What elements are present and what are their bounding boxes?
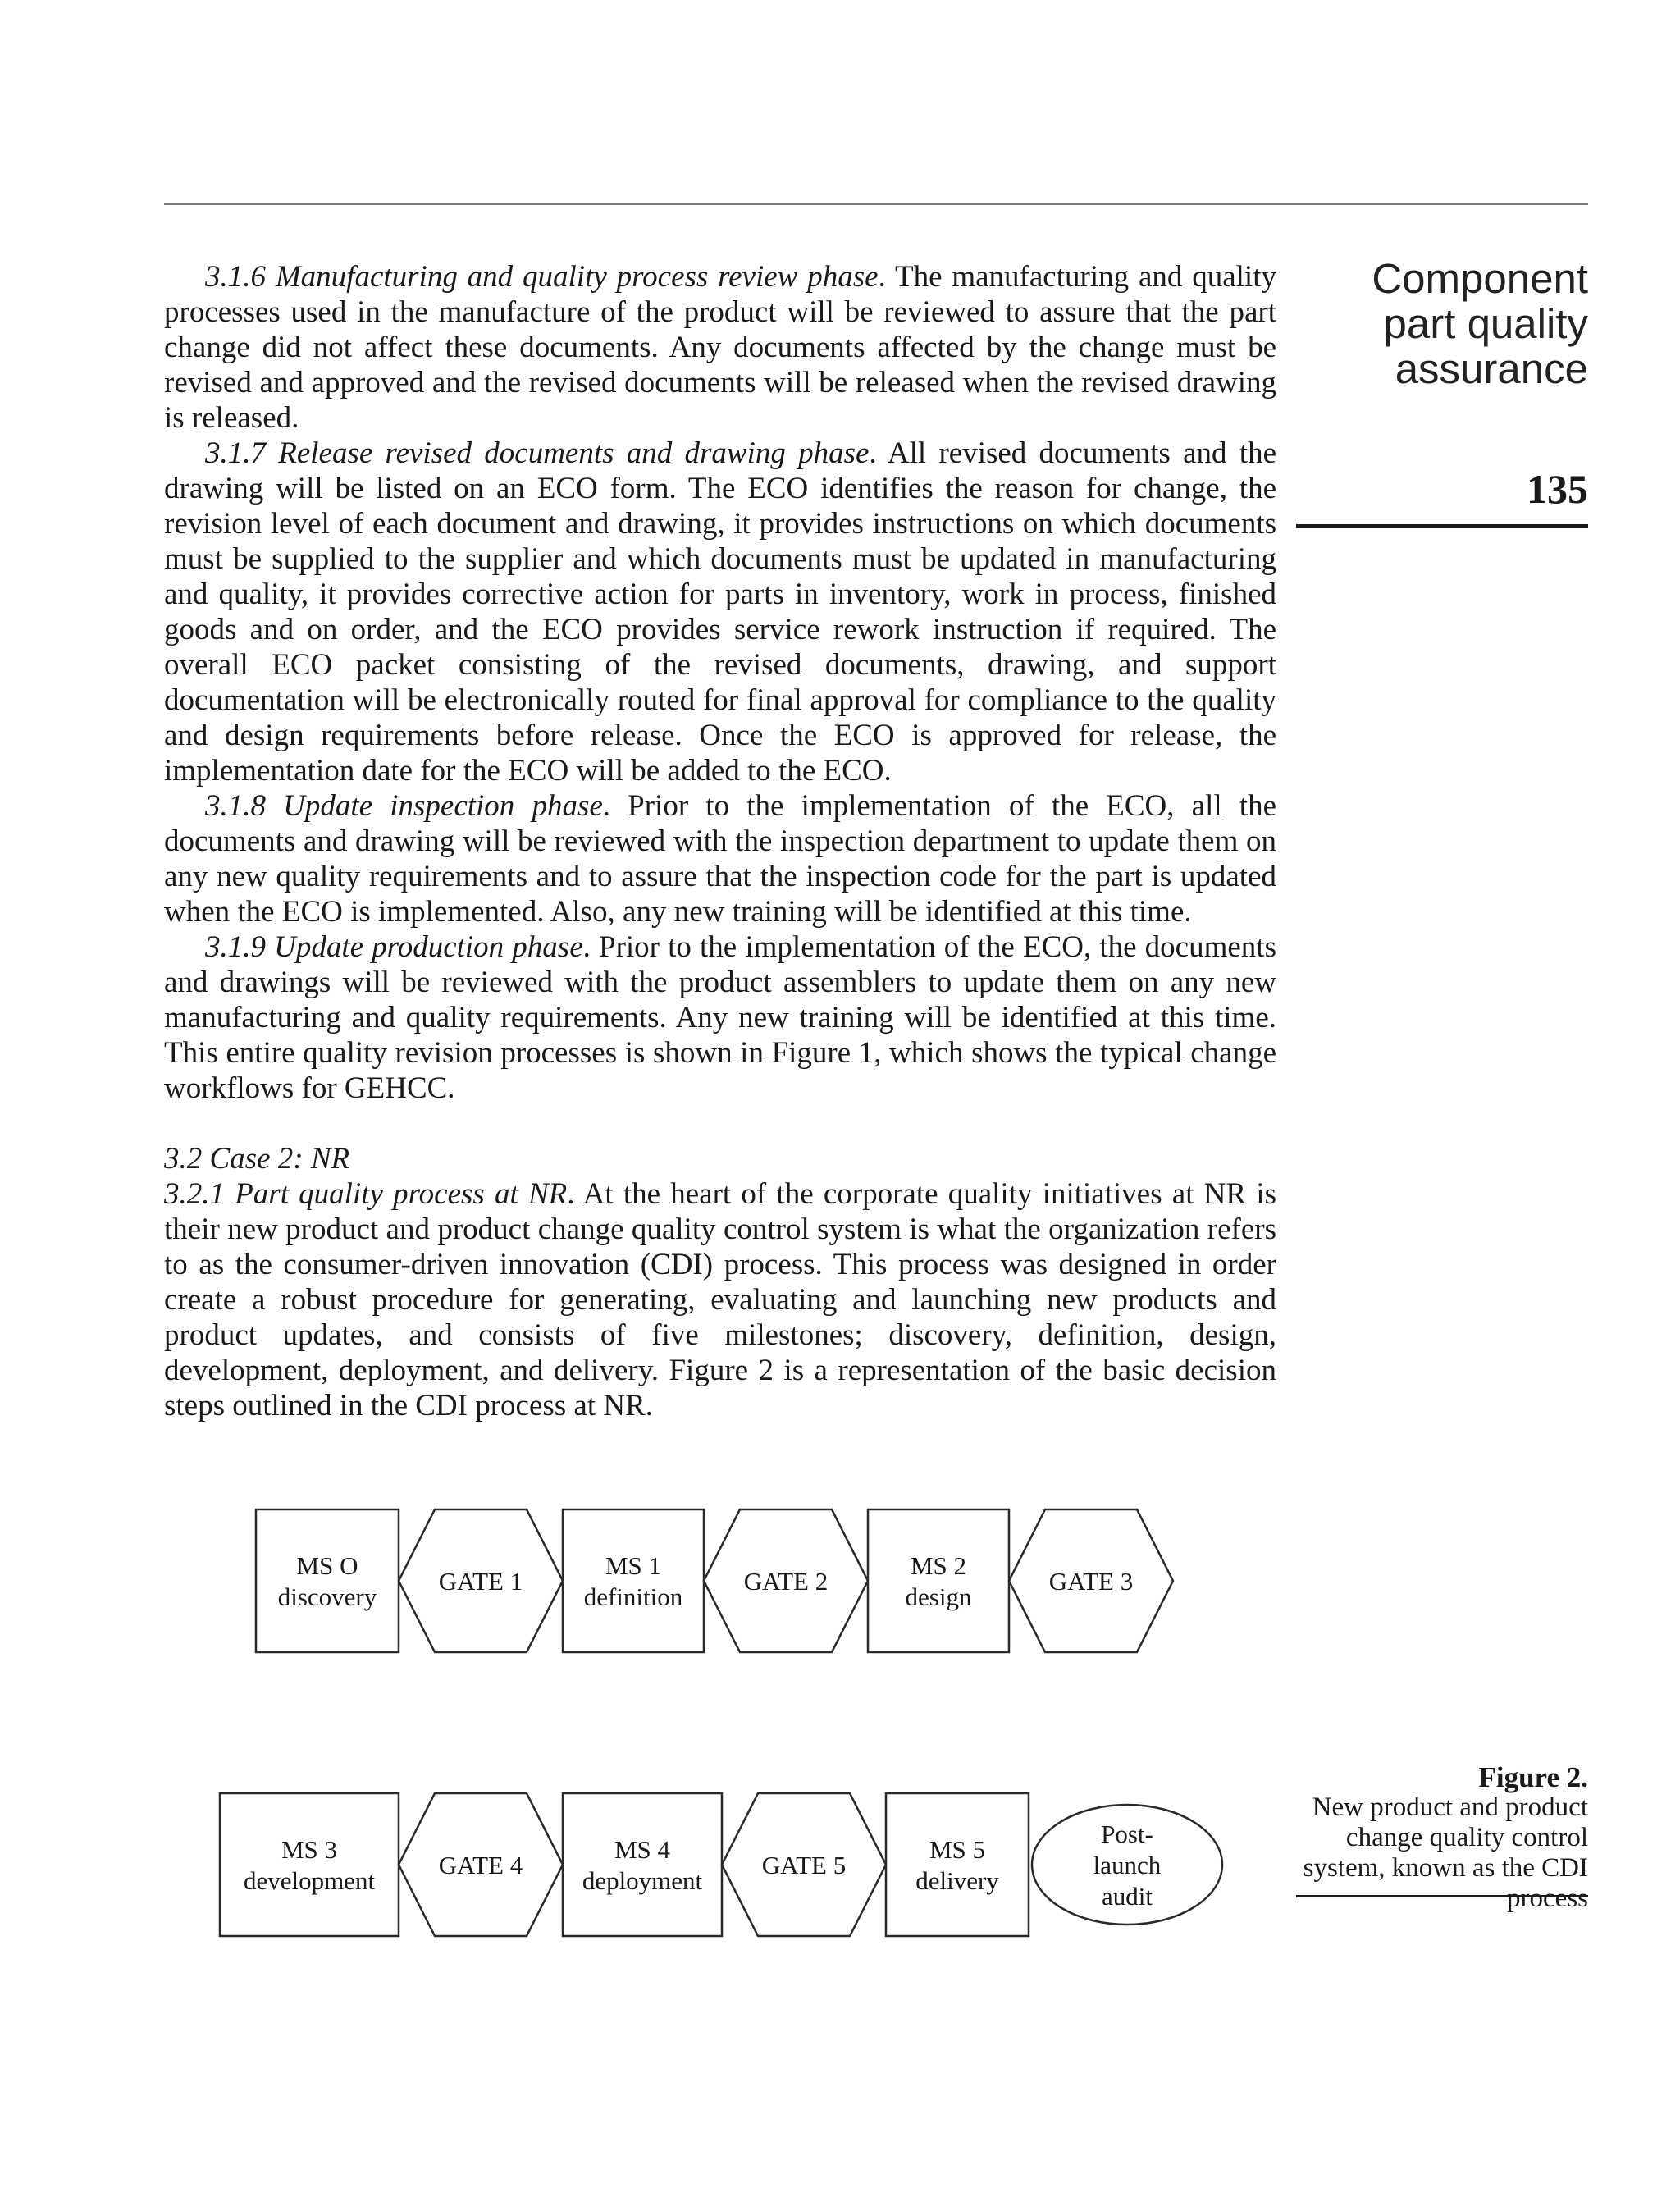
section-heading-text: 3.2 Case 2: NR: [164, 1142, 350, 1176]
diagram-node-label: MS 5: [929, 1835, 986, 1864]
figure-caption: [1260, 1762, 1588, 1914]
paragraph-text: . All revised documents and the drawing will be listed on an ECO form. The ECO identifies the reason for change, the revision level of each document and drawing, it provides instructions on which documents must be supplied to the supplier and which documents must be updated in manufacturing and quality, it provides corrective action for parts in inventory, work in process, finished goods and on order, and the ECO provides service rework instruction if required. The overall ECO packet consisting of the revised documents, drawing, and support documentation will be electronically routed for final approval for compliance to the quality and design requirements before release. Once the ECO is approved for release, the implementation date for the ECO will be added to the ECO.: [164, 436, 1276, 788]
diagram-node-label: GATE 5: [761, 1851, 847, 1879]
caption-rule: [1296, 1895, 1588, 1897]
diagram-node-label: deployment: [582, 1866, 703, 1895]
diagram-node-label: development: [243, 1866, 376, 1895]
diagram-node-label: GATE 1: [438, 1567, 523, 1596]
milestone-box: [563, 1509, 704, 1652]
milestone-box: [220, 1793, 399, 1936]
diagram-node-label: discovery: [277, 1582, 377, 1611]
paragraph-text: . Prior to the implementation of the ECO, the documents and drawings will be reviewed with the product assemblers to update them on any new manufacturing and quality requirements. Any new training will be identified at this time. This entire quality revision processes is shown in Figure 1, which shows the typical change workflows for GEHCC.: [164, 930, 1276, 1105]
paragraph-title: 3.1.9 Update production phase: [205, 930, 583, 964]
diagram-node-label: audit: [1102, 1882, 1153, 1911]
diagram-row-2: [220, 1793, 1222, 1936]
running-head-line: Component: [1372, 255, 1588, 302]
diagram-node-label: GATE 3: [1048, 1567, 1134, 1596]
diagram-node-label: GATE 4: [438, 1851, 523, 1879]
milestone-box: [256, 1509, 399, 1652]
paragraph-text: . Prior to the implementation of the ECO, all the documents and drawing will be reviewed with the inspection department to update them on any new quality requirements and to assure that the inspection code for the part is updated when the ECO is implemented. Also, any new training will be identified at this time.: [164, 789, 1276, 929]
diagram-node-label: MS 1: [605, 1551, 662, 1580]
diagram-node-label: launch: [1093, 1851, 1162, 1879]
paragraph-title: 3.1.6 Manufacturing and quality process review phase: [205, 260, 879, 294]
diagram-node-label: MS 4: [614, 1835, 671, 1864]
running-head-line: part quality: [1383, 300, 1588, 347]
diagram-node-label: MS O: [296, 1551, 358, 1580]
paragraph-title: 3.2.1 Part quality process at NR: [164, 1177, 568, 1211]
diagram-node-label: MS 2: [910, 1551, 967, 1580]
figure-caption-text: New product and product change quality control system, known as the CDI process: [1303, 1792, 1588, 1913]
running-head-line: assurance: [1395, 345, 1588, 392]
diagram-node-label: definition: [583, 1582, 683, 1611]
diagram-node-label: MS 3: [281, 1835, 338, 1864]
diagram-node-label: Post-: [1101, 1820, 1153, 1848]
milestone-box: [868, 1509, 1009, 1652]
paragraph-title: 3.1.7 Release revised documents and drawing phase: [205, 436, 870, 470]
paragraph-text: . The manufacturing and quality processes used in the manufacture of the product will be reviewed to assure that the part change did not affect these documents. Any documents affected by the change must be revised and approved and the revised documents will be released when the revised drawing is released.: [164, 260, 1276, 435]
paragraph-text: . At the heart of the corporate quality initiatives at NR is their new product and product change quality control system is what the organization refers to as the consumer-driven innovation (CDI) process. This process was designed in order create a robust procedure for generating, evaluating and launching new products and product updates, and consists of five milestones; discovery, definition, design, development, deployment, and delivery. Figure 2 is a representation of the basic decision steps outlined in the CDI process at NR.: [164, 1177, 1276, 1422]
figure-label: Figure 2.: [1478, 1761, 1588, 1793]
diagram-node-label: GATE 2: [743, 1567, 829, 1596]
diagram-node-label: design: [905, 1582, 972, 1611]
diagram-node-label: delivery: [915, 1866, 999, 1895]
milestone-box: [563, 1793, 722, 1936]
diagram-row-1: [256, 1509, 1173, 1652]
milestone-box: [886, 1793, 1029, 1936]
paragraph-title: 3.1.8 Update inspection phase: [205, 789, 603, 823]
page-number: 135: [1527, 466, 1588, 512]
